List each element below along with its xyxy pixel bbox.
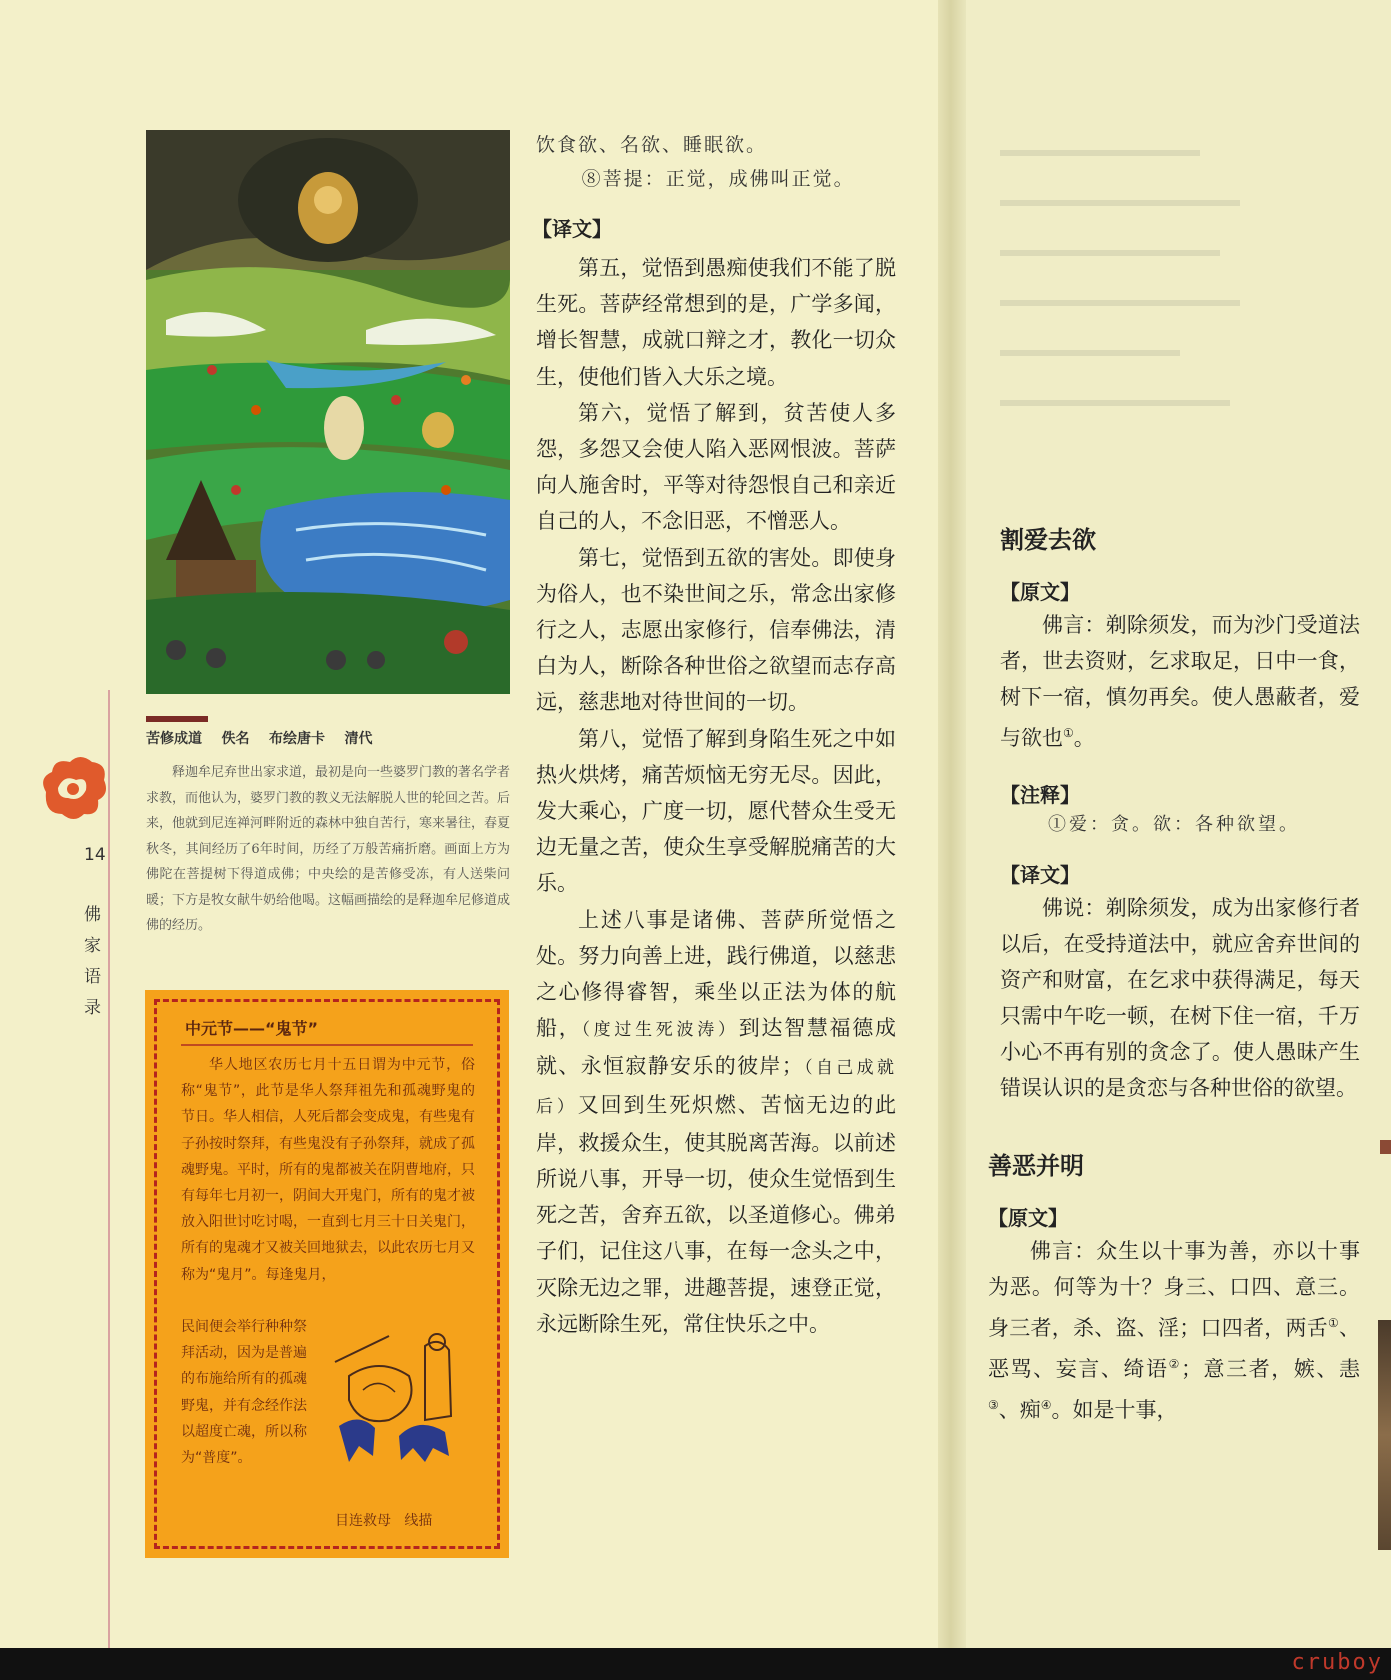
section1-original-text <box>1000 607 1360 756</box>
running-book-title: 佛家语录 <box>84 905 101 1018</box>
scan-bottom-band <box>0 1648 1391 1680</box>
summary-part-c: 又回到生死炽燃、苦恼无边的此岸，救援众生，使其脱离苦海。以前述所说八事，开导一切，使众生觉悟到生死之苦，舍弃五欲，以圣道修心。佛弟子们，记住这八事，在每一念头之中，灭除无边之罪，进趣菩提，速登正觉，永远断除生死，常住快乐之中。 <box>536 1092 896 1336</box>
note-line-1: 饮食欲、名欲、睡眠欲。 <box>536 134 768 156</box>
thangka-painting <box>146 130 510 694</box>
section1-original-body: 佛言：剃除须发，而为沙门受道法者，世去资财，乞求取足，日中一食，树下一宿，慎勿再矣。使人愚蔽者，爱与欲也 <box>1000 613 1360 750</box>
summary-paren-2: （自己成就后） <box>536 1058 896 1117</box>
caption-medium: 布绘唐卡 <box>269 731 325 747</box>
note-line-2: ⑧菩提：正觉，成佛叫正觉。 <box>581 168 855 190</box>
section1-original-heading: 【原文】 <box>1000 580 1080 604</box>
illustration-credit-title: 目连救母 <box>335 1513 391 1529</box>
caption-accent-bar <box>146 716 208 722</box>
section2-text-1: 佛言：众生以十事为善，亦以十事为恶。何等为十？身三、口四、意三。身三者，杀、盗、淫；口四者，两舌 <box>988 1239 1360 1340</box>
show-through-lines <box>1000 140 1260 460</box>
illustration-credit-medium: 线描 <box>404 1513 433 1529</box>
mulian-line-drawing <box>329 1316 475 1470</box>
section2-footnote-4: ④ <box>1040 1398 1052 1412</box>
middle-text-column <box>532 128 896 1342</box>
margin-rule <box>108 690 110 1648</box>
paragraph-8: 第八，觉悟了解到身陷生死之中如热火烘烤，痛苦烦恼无穷无尽。因此，发大乘心，广度一切，愿代替众生受无边无量之苦，使众生享受解脱痛苦的大乐。 <box>536 726 896 896</box>
section1-note-1: ①爱：贪。欲：各种欲望。 <box>1048 814 1300 835</box>
section1-footnote-mark: ① <box>1063 726 1074 740</box>
sidebar-box-text-tail: 民间便会举行种种祭拜活动，因为是普遍的布施给所有的孤魂野鬼，并有念经作法以超度亡魂，所以称为“普度”。 <box>181 1319 307 1467</box>
sidebar-box-rule <box>181 1044 473 1046</box>
section2-text-4: 、痴 <box>998 1398 1041 1422</box>
cloud-ornament-icon <box>36 752 110 824</box>
paragraph-6: 第六，觉悟了解到，贫苦使人多怨，多怨又会使人陷入恶网恨波。菩萨向人施舍时，平等对待怨恨自己和亲近自己的人，不念旧恶，不憎恶人。 <box>536 400 896 534</box>
sidebar-box <box>145 990 509 1558</box>
section-title-1: 割爱去欲 <box>1000 526 1096 554</box>
section2-text-3: ；意三者，嫉、恚 <box>1180 1357 1361 1381</box>
summary-part-a: 上述八事是诸佛、菩萨所觉悟之处。努力向善上进，践行佛道，以慈悲之心修得睿智，乘坐以正法为体的航船， <box>536 907 896 1041</box>
paragraph-summary <box>536 902 896 1342</box>
next-page-edge-image <box>1378 1320 1391 1550</box>
paragraph-7: 第七，觉悟到五欲的害处。即使身为俗人，也不染世间之乐，常念出家修行之人，志愿出家修行，信奉佛法，清白为人，断除各种世俗之欲望而志存高远，慈悲地对待世间的一切。 <box>536 545 896 715</box>
page-number: 14 <box>84 845 106 865</box>
section2-footnote-3: ③ <box>988 1398 999 1412</box>
book-gutter <box>938 0 966 1648</box>
section-title-2: 善恶并明 <box>988 1152 1084 1180</box>
section2-text-2: 、恶骂、妄言、绮语 <box>988 1316 1360 1381</box>
right-text-column <box>988 520 1361 1428</box>
painting-caption-title <box>146 728 373 748</box>
sidebar-box-title: 中元节——“鬼节” <box>185 1019 319 1038</box>
caption-era: 清代 <box>344 731 373 747</box>
painting-caption-text: 释迦牟尼弃世出家求道，最初是向一些婆罗门教的著名学者求教，而他认为，婆罗门教的教义无法解脱人世的轮回之苦。后来，他就到尼连禅河畔附近的森林中独自苦行，寒来暑往，春夏秋冬，其间经历了6年时间，历经了万般苦痛折磨。画面上方为佛陀在菩提树下得道成佛；中央绘的是苦修受冻，有人送柴问暖；下方是牧女献牛奶给他喝。这幅画描绘的是释迦牟尼修道成佛的经历。 <box>146 765 511 933</box>
caption-author: 佚名 <box>221 731 250 747</box>
section1-original-end: 。 <box>1073 726 1095 750</box>
translation-heading: 【译文】 <box>532 217 612 241</box>
paragraph-5: 第五，觉悟到愚痴使我们不能了脱生死。菩萨经常想到的是，广学多闻，增长智慧，成就口辩之才，教化一切众生，使他们皆入大乐之境。 <box>536 256 896 389</box>
section1-translation-text: 佛说：剃除须发，成为出家修行者以后，在受持道法中，就应舍弃世间的资产和财富，在乞求中获得满足，每天只需中午吃一顿，在树下住一宿，千万小心不再有别的贪念了。使人愚昧产生错误认识的是贪恋与各种世俗的欲望。 <box>1000 896 1360 1100</box>
section1-translation-heading: 【译文】 <box>1000 863 1080 887</box>
summary-paren-1: （度过生死波涛） <box>581 1020 739 1041</box>
section2-original-heading: 【原文】 <box>988 1206 1068 1230</box>
section2-text-5: 。如是十事， <box>1051 1398 1178 1422</box>
sidebar-box-text: 华人地区农历七月十五日谓为中元节，俗称“鬼节”，此节是华人祭拜祖先和孤魂野鬼的节日。华人相信，人死后都会变成鬼，有些鬼有子孙按时祭拜，有些鬼没有子孙祭拜，就成了孤魂野鬼。平时，所有的鬼都被关在阴曹地府，只有每年七月初一，阴间大开鬼门，所有的鬼才被放入阳世讨吃讨喝，一直到七月三十日关鬼门，所有的鬼魂才又被关回地狱去，以此农历七月又称为“鬼月”。每逢鬼月， <box>181 1057 475 1283</box>
summary-part-b: 到达智慧福德成就、永恒寂静安乐的彼岸； <box>536 1016 896 1079</box>
section2-original-text <box>988 1233 1360 1428</box>
section2-footnote-2: ② <box>1168 1357 1181 1371</box>
next-page-edge-mark <box>1380 1140 1391 1154</box>
section2-footnote-1: ① <box>1327 1316 1339 1330</box>
section1-notes-heading: 【注释】 <box>1000 783 1080 807</box>
illustration-credit <box>335 1510 432 1530</box>
watermark: cruboy <box>1291 1650 1383 1675</box>
caption-title: 苦修成道 <box>146 731 202 747</box>
